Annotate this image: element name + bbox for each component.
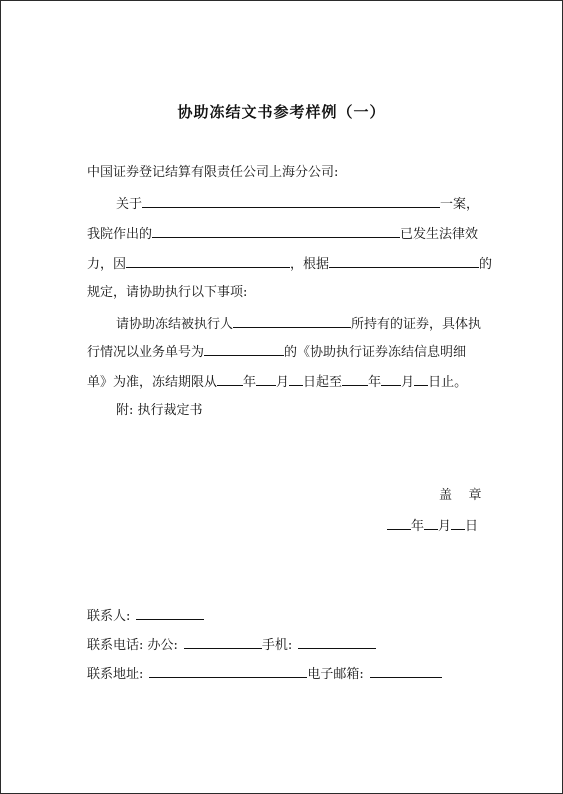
email-blank[interactable]	[370, 663, 442, 678]
start-month-label: 月	[276, 375, 290, 390]
case-suffix: 一案，	[440, 197, 480, 212]
start-year-label: 年	[243, 375, 257, 390]
mobile-blank[interactable]	[298, 634, 376, 649]
email-label: 电子邮箱:	[307, 667, 364, 682]
address-label: 联系地址:	[87, 667, 144, 682]
contact-phone-line	[87, 634, 376, 656]
end-day-label: 日止。	[428, 375, 468, 390]
document-title: 协助冻结文书参考样例（一）	[177, 103, 386, 121]
order-no-line	[87, 341, 466, 363]
freeze-period-line	[87, 371, 467, 393]
start-day-label: 日起至	[303, 375, 343, 390]
address-blank[interactable]	[149, 663, 307, 678]
order-no-suffix: 的《协助执行证券冻结信息明细	[284, 345, 467, 360]
reason-line	[87, 253, 492, 275]
executee-blank[interactable]	[233, 313, 351, 328]
contact-address-line	[87, 663, 442, 685]
addressee-line: 中国证券登记结算有限责任公司上海分公司:	[87, 165, 339, 180]
case-name-blank[interactable]	[142, 193, 440, 208]
end-year-label: 年	[368, 375, 382, 390]
order-no-prefix: 行情况以业务单号为	[87, 345, 205, 360]
basis-blank[interactable]	[329, 253, 479, 268]
ruling-line	[87, 223, 478, 245]
case-line	[116, 193, 479, 215]
freeze-prefix: 请协助冻结被执行人	[116, 317, 234, 332]
request-line: 规定，请协助执行以下事项:	[87, 285, 248, 300]
basis-suffix: 的	[479, 257, 493, 272]
start-year-blank[interactable]	[217, 371, 243, 386]
office-phone-label: 联系电话: 办公:	[87, 638, 178, 653]
freeze-line	[116, 313, 481, 335]
sign-month-label: 月	[438, 519, 452, 534]
basis-prefix: ，根据	[290, 257, 330, 272]
order-no-blank[interactable]	[204, 341, 284, 356]
end-year-blank[interactable]	[342, 371, 368, 386]
end-month-blank[interactable]	[381, 371, 401, 386]
end-day-blank[interactable]	[414, 371, 428, 386]
start-month-blank[interactable]	[256, 371, 276, 386]
signature-date	[387, 515, 478, 537]
ruling-prefix: 我院作出的	[87, 227, 153, 242]
sign-day-label: 日	[465, 519, 479, 534]
sign-year-label: 年	[411, 519, 425, 534]
sign-day-blank[interactable]	[451, 515, 465, 530]
reason-blank[interactable]	[126, 253, 290, 268]
seal-label: 盖 章	[439, 488, 482, 503]
office-phone-blank[interactable]	[184, 634, 262, 649]
freeze-suffix: 所持有的证券，具体执	[351, 317, 482, 332]
sign-month-blank[interactable]	[424, 515, 438, 530]
sign-year-blank[interactable]	[387, 515, 411, 530]
contact-person-blank[interactable]	[136, 605, 204, 620]
case-prefix: 关于	[116, 197, 143, 212]
reason-prefix: 力，因	[87, 257, 127, 272]
ruling-name-blank[interactable]	[152, 223, 400, 238]
end-month-label: 月	[401, 375, 415, 390]
contact-person-line	[87, 605, 204, 627]
mobile-label: 手机:	[261, 638, 293, 653]
contact-person-label: 联系人:	[87, 609, 131, 624]
start-day-blank[interactable]	[289, 371, 303, 386]
period-prefix: 单》为准，冻结期限从	[87, 375, 218, 390]
attachment-line: 附: 执行裁定书	[116, 403, 203, 418]
ruling-suffix: 已发生法律效	[400, 227, 479, 242]
